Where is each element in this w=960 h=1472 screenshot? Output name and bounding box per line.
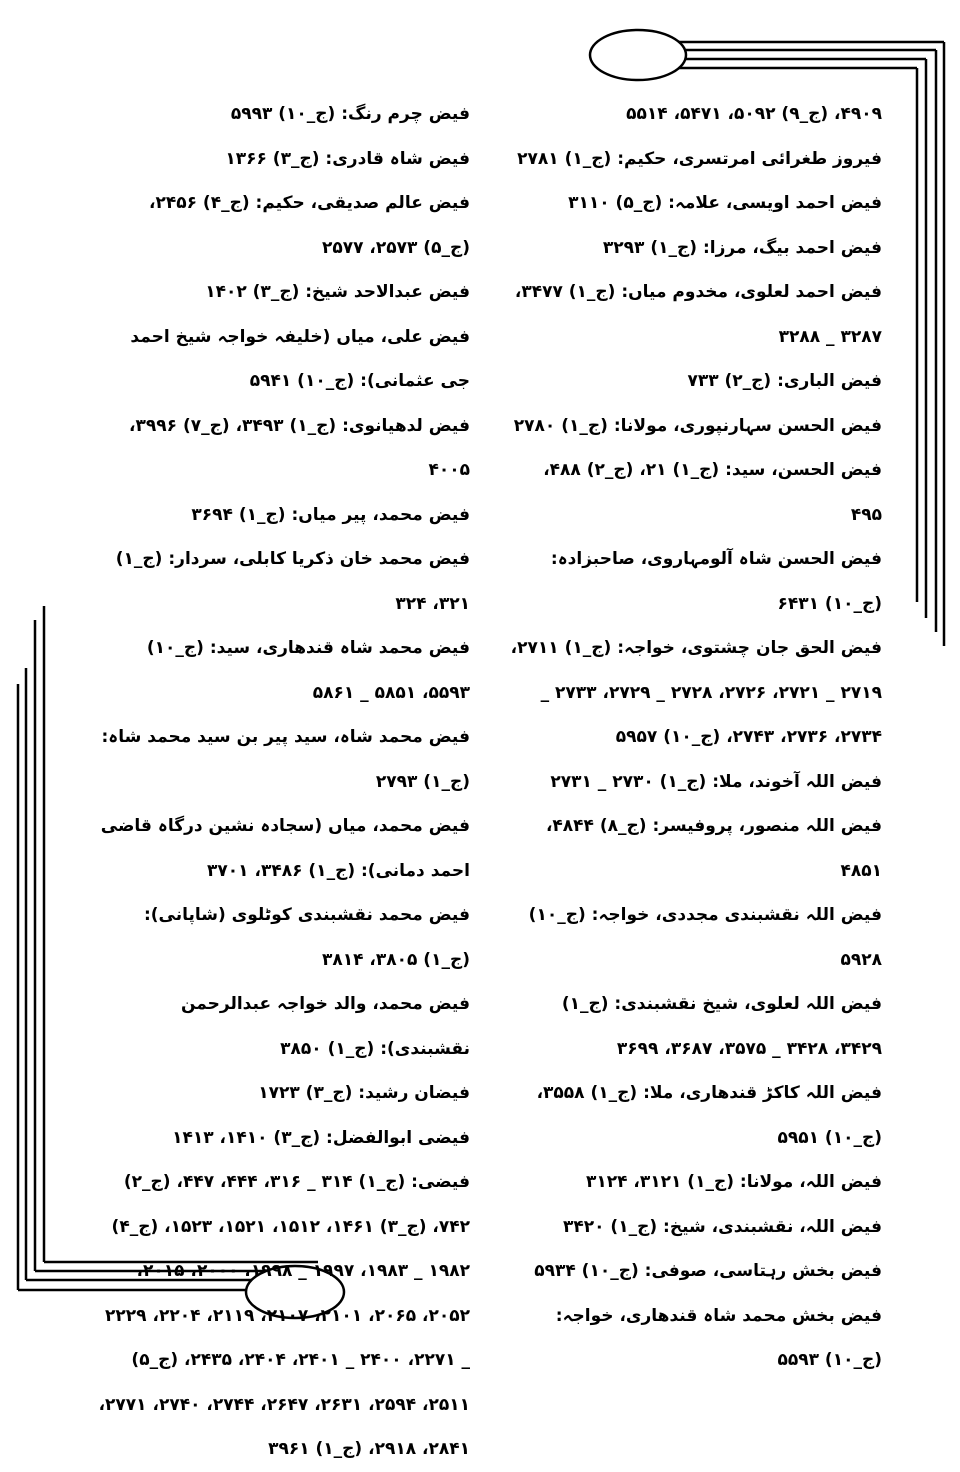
index-entry: فیض عبدالاحد شیخ: (ج_۳) ۱۴۰۲ xyxy=(205,282,470,302)
index-entry: فیض احمد اویسی، علامہ: (ج_۵) ۳۱۱۰ xyxy=(568,193,882,213)
index-entry: فیض الحسن، سید: (ج_۱) ۲۱، (ج_۲) ۴۸۸، ۴۹۵ xyxy=(543,460,882,525)
index-column-right xyxy=(510,92,882,1383)
index-entry: فیض شاہ قادری: (ج_۳) ۱۳۶۶ xyxy=(225,148,470,169)
index-entry: فیض عالم صدیقی، حکیم: (ج_۴) ۲۴۵۶، (ج_۵) ۲۵۷۳، ۲۵۷۷ xyxy=(149,193,470,258)
index-entry: فیض الباری: (ج_۲) ۷۳۳ xyxy=(687,371,882,391)
index-entry: فیض چرم رنگ: (ج_۱۰) ۵۹۹۳ xyxy=(230,104,470,124)
index-entry: فیضان رشید: (ج_۳) ۱۷۲۳ xyxy=(258,1083,470,1103)
index-entry: فیض اللہ کاکڑ قندھاری، ملا: (ج_۱) ۳۵۵۸، (ج_۱۰) ۵۹۵۱ xyxy=(536,1083,882,1148)
index-entry: فیض اللہ نقشبندی مجددی، خواجہ: (ج_۱۰) ۵۹۲۸ xyxy=(528,905,882,970)
index-entry: فیض محمد خان ذکریا کابلی، سردار: (ج_۱) ۳۲۱، ۳۲۴ xyxy=(115,549,470,614)
index-entry: فیض اللہ، مولانا: (ج_۱) ۳۱۲۱، ۳۱۲۴ xyxy=(585,1172,882,1192)
index-entry: فیض الحسن شاہ آلومہاروی، صاحبزادہ: (ج_۱۰) ۶۴۳۱ xyxy=(550,549,882,614)
index-entry: فیض لدھیانوی: (ج_۱) ۳۴۹۳، (ج_۷) ۳۹۹۶، ۴۰۰۵ xyxy=(129,415,470,480)
index-entry: ۴۹۰۹، (ج_۹) ۵۰۹۲، ۵۴۷۱، ۵۵۱۴ xyxy=(626,104,882,124)
index-entry: فیض محمد شاہ، سید پیر بن سید محمد شاہ: (ج_۱) ۲۷۹۳ xyxy=(101,727,470,792)
index-entry: فیضی: (ج_۱) ۳۱۴ _ ۳۱۶، ۴۴۴، ۴۴۷، (ج_۲) ۷۴۲، (ج_۳) ۱۴۶۱، ۱۵۱۲، ۱۵۲۱، ۱۵۲۳، (ج_۴) ۱۹۸۲ _ ۱۹۸۳، ۱۹۹۷ _ ۱۹۹۸، ۲۰۰۰، ۲۰۱۵، ۲۰۵۲، ۲۰۶۵، ۲۱۰۱، ۲۱۰۷، ۲۱۱۹، ۲۲۰۴، ۲۲۲۹ _ ۲۲۷۱، ۲۴۰۰ _ ۲۴۰۱، ۲۴۰۴، ۲۴۳۵، (ج_۵) ۲۵۱۱، ۲۵۹۴، ۲۶۳۱، ۲۶۴۷، ۲۷۴۴، ۲۷۴۰، ۲۷۷۱، ۲۸۴۱، ۲۹۱۸، (ج_۱) ۳۹۶۱ xyxy=(98,1172,470,1459)
index-entry: فیض بخش محمد شاہ قندھاری، خواجہ: (ج_۱۰) ۵۵۹۳ xyxy=(555,1305,882,1370)
index-entry: فیض محمد، والد خواجہ عبدالرحمن نقشبندی): (ج_۱) ۳۸۵۰ xyxy=(180,994,470,1059)
index-entry: فیض احمد لعلوی، مخدوم میاں: (ج_۱) ۳۴۷۷، ۳۲۸۷ _ ۳۲۸۸ xyxy=(514,282,882,347)
index-entry: فیض محمد نقشبندی کوٹلوی (شاپانی): (ج_۱) ۳۸۰۵، ۳۸۱۴ xyxy=(143,905,470,970)
index-entry: فیض بخش رہتاسی، صوفی: (ج_۱۰) ۵۹۳۴ xyxy=(534,1261,882,1281)
index-entry: فیض احمد بیگ، مرزا: (ج_۱) ۳۲۹۳ xyxy=(602,237,882,258)
index-entry: فیض اللہ، نقشبندی، شیخ: (ج_۱) ۳۴۲۰ xyxy=(563,1216,882,1237)
index-entry: فیض الحق جان چشتوی، خواجہ: (ج_۱) ۲۷۱۱، ۲۷۱۹ _ ۲۷۲۱، ۲۷۲۶، ۲۷۲۸ _ ۲۷۲۹، ۲۷۳۳ _ ۲۷۳۴، ۲۷۳۶، ۲۷۴۳، (ج_۱۰) ۵۹۵۷ xyxy=(510,638,882,747)
index-entry: فیض اللہ منصور، پروفیسر: (ج_۸) ۴۸۴۴، ۴۸۵۱ xyxy=(545,816,882,881)
index-entry: فیض محمد شاہ قندھاری، سید: (ج_۱۰) ۵۵۹۳، ۵۸۵۱ _ ۵۸۶۱ xyxy=(146,638,470,703)
index-entry: فیضی ابوالفضل: (ج_۳) ۱۴۱۰، ۱۴۱۳ xyxy=(172,1127,470,1148)
index-entry: فیض محمد، پیر میاں: (ج_۱) ۳۶۹۴ xyxy=(191,504,470,525)
index-entry: فیض الحسن سہارنپوری، مولانا: (ج_۱) ۲۷۸۰ xyxy=(513,415,882,436)
index-entry: فیض اللہ آخوند، ملا: (ج_۱) ۲۷۳۰ _ ۲۷۳۱ xyxy=(550,771,882,792)
index-entry: فیض علی، میاں (خلیفہ خواجہ شیخ احمد جی عثمانی): (ج_۱۰) ۵۹۴۱ xyxy=(130,326,470,391)
index-entry: فیض اللہ لعلوی، شیخ نقشبندی: (ج_۱) ۳۴۲۹، ۳۴۲۸ _ ۳۵۷۵، ۳۶۸۷، ۳۶۹۹ xyxy=(561,994,882,1059)
index-entry: فیروز طغرائی امرتسری، حکیم: (ج_۱) ۲۷۸۱ xyxy=(517,148,882,169)
index-column-left xyxy=(98,92,470,1472)
index-entry: فیض محمد، میاں (سجادہ نشین درگاہ قاضی احمد دمانی): (ج_۱) ۳۴۸۶، ۳۷۰۱ xyxy=(100,816,470,881)
